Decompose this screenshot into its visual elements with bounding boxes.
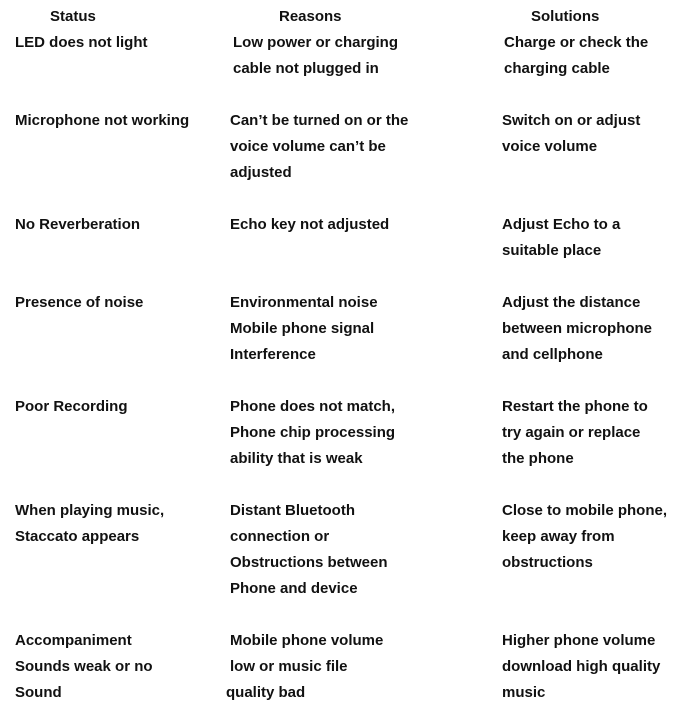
reason-text: Can’t be turned on or the [230,112,409,129]
status-text: No Reverberation [15,216,141,233]
reason-cell [233,30,398,82]
reason-text: voice volume can’t be [230,138,386,155]
solution-cell [502,498,667,576]
reason-text: ability that is weak [230,450,363,467]
status-cell [15,212,140,238]
status-cell [15,290,143,316]
reason-text: cable not plugged in [233,60,379,77]
reason-text: low or music file [230,658,348,675]
reason-text: Phone and device [230,580,358,597]
status-cell [15,498,164,550]
reason-text: Distant Bluetooth [230,502,355,519]
solution-text: Adjust the distance [502,294,641,311]
solution-text: voice volume [502,138,598,155]
status-text: Sounds weak or no [15,658,153,675]
reason-cell [230,498,388,602]
reason-text: adjusted [230,164,292,181]
solution-text: Higher phone volume [502,632,656,649]
solution-cell [504,30,648,82]
solution-cell [502,108,640,160]
status-text: Accompaniment [15,632,132,649]
status-cell [15,394,128,420]
solution-text: between microphone [502,320,653,337]
reason-text: Environmental noise [230,294,378,311]
reason-text: Mobile phone signal [230,320,375,337]
status-text: Presence of noise [15,294,144,311]
reasons-column-header: Reasons [279,8,342,25]
reason-cell [226,628,384,706]
solution-text: Adjust Echo to a [502,216,621,233]
solution-text: music [502,684,546,701]
status-text: Microphone not working [15,112,190,129]
solution-text: and cellphone [502,346,603,363]
status-text: Sound [15,684,62,701]
reason-cell [230,394,395,472]
reason-cell [230,290,378,368]
reason-text: connection or [230,528,330,545]
status-text: Staccato appears [15,528,140,545]
reason-cell [230,108,408,186]
reason-text: Mobile phone volume [230,632,384,649]
solution-cell [502,394,648,472]
solution-text: Close to mobile phone, [502,502,668,519]
solution-text: Charge or check the [504,34,649,51]
status-text: Poor Recording [15,398,128,415]
solution-text: charging cable [504,60,610,77]
solution-cell [502,212,620,264]
solutions-column-header: Solutions [531,8,600,25]
reason-cell [230,212,389,238]
reason-text: Phone chip processing [230,424,396,441]
status-cell [15,628,153,706]
solution-cell [502,628,660,706]
solution-text: download high quality [502,658,661,675]
solution-text: Restart the phone to [502,398,648,415]
reason-text: Interference [230,346,316,363]
status-text: LED does not light [15,34,148,51]
status-cell [15,30,148,56]
reason-text: Obstructions between [230,554,388,571]
reason-text: quality bad [226,684,306,701]
solution-text: try again or replace [502,424,641,441]
solution-text: the phone [502,450,574,467]
solution-cell [502,290,652,368]
reason-text: Low power or charging [233,34,399,51]
reason-text: Echo key not adjusted [230,216,390,233]
solution-text: keep away from [502,528,615,545]
solution-text: suitable place [502,242,602,259]
status-column-header: Status [50,8,96,25]
solution-text: obstructions [502,554,593,571]
status-cell [15,108,189,134]
status-text: When playing music, [15,502,165,519]
reason-text: Phone does not match, [230,398,396,415]
solution-text: Switch on or adjust [502,112,641,129]
